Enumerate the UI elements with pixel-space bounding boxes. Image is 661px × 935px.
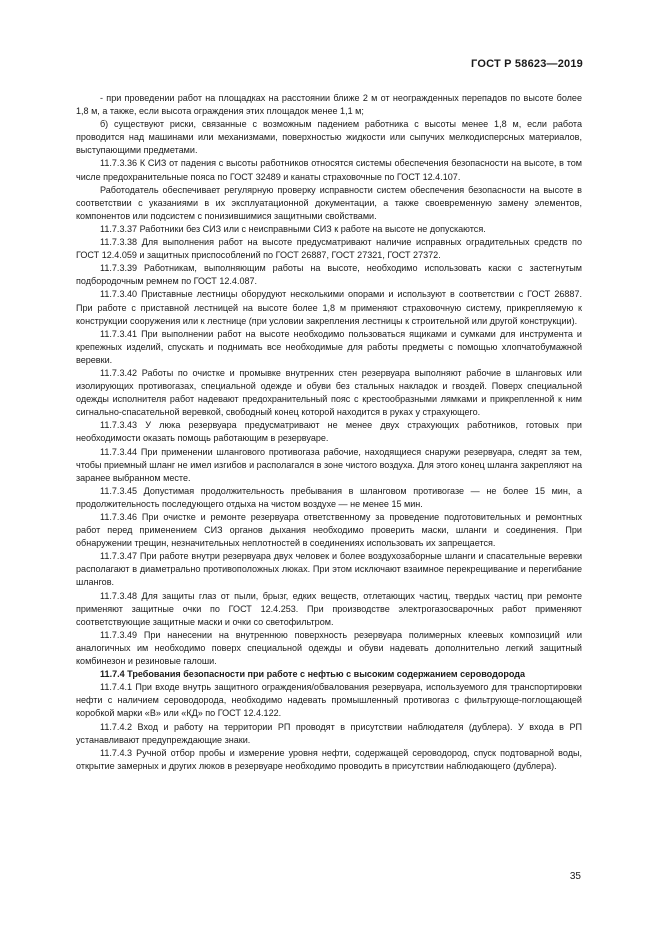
- document-body: [76, 92, 582, 773]
- paragraph: 11.7.3.36 К СИЗ от падения с высоты работников относятся системы обеспечения безопасности на высоте, в том числе предохранительные пояса по ГОСТ 32489 и канаты страховочные по ГОСТ 12.4.107.: [76, 158, 582, 182]
- paragraph: 11.7.3.41 При выполнении работ на высоте необходимо пользоваться ящиками и сумками для инструмента и крепежных изделий, спускать и поднимать все необходимые для работы предметы с помощью хлопчатобумажной веревки.: [76, 328, 582, 365]
- paragraph: 11.7.4.2 Вход и работу на территории РП проводят в присутствии наблюдателя (дублера). У входа в РП устанавливают предупреждающие знаки.: [76, 721, 582, 745]
- paragraph: 11.7.3.45 Допустимая продолжительность пребывания в шланговом противогазе — не более 15 мин, а продолжительность последующего отдыха на чистом воздухе — не менее 15 мин.: [76, 485, 582, 509]
- paragraph: 11.7.3.37 Работники без СИЗ или с неисправными СИЗ к работе на высоте не допускаются.: [100, 223, 486, 234]
- section-heading: 11.7.4 Требования безопасности при работе с нефтью с высоким содержанием сероводорода: [100, 669, 526, 680]
- paragraph: 11.7.3.44 При применении шлангового противогаза рабочие, находящиеся снаружи резервуара, следят за тем, чтобы приемный шланг не имел изгибов и располагался в зоне чистого воздуха. Для этого конец шланга закрепляют на заранее выбранном месте.: [76, 446, 582, 483]
- paragraph: - при проведении работ на площадках на расстоянии ближе 2 м от неогражденных перепадов по высоте более 1,8 м, а также, если высота ограждения этих площадок менее 1,1 м;: [76, 93, 582, 117]
- paragraph: 11.7.3.46 При очистке и ремонте резервуара ответственному за проведение подготовительных и ремонтных работ перед применением СИЗ органов дыхания необходимо проверить маски, шланги и соединения. При обнаружении трещин, незначительных неплотностей в соединениях использовать их запрещается.: [76, 512, 582, 549]
- paragraph: б) существуют риски, связанные с возможным падением работника с высоты менее 1,8 м, если работа проводится над машинами или механизмами, поверхностью жидкости или сыпучих мелкодисперсных материалов, выступающими предметами.: [76, 119, 582, 156]
- page-number: 35: [569, 871, 581, 882]
- paragraph: 11.7.3.49 При нанесении на внутреннюю поверхность резервуара полимерных клеевых композиций или аналогичных им необходимо поверх специальной одежды и обуви надевать дополнительно легкий защитный комбинезон и резиновые галоши.: [76, 629, 582, 667]
- paragraph: 11.7.4.1 При входе внутрь защитного ограждения/обвалования резервуара, используемого для транспортировки нефти с наличием сероводорода, необходимо надевать промышленный противогаз с фильтрующе-поглощающей коробкой марки «В» или «КД» по ГОСТ 12.4.122.: [76, 682, 582, 719]
- paragraph: 11.7.3.43 У люка резервуара предусматривают не менее двух страхующих работников, готовых при необходимости оказать помощь работающим в резервуаре.: [76, 420, 582, 444]
- paragraph: 11.7.4.3 Ручной отбор пробы и измерение уровня нефти, содержащей сероводород, спуск подтоварной воды, открытие замерных и других люков в резервуаре необходимо проводить в присутствии наблюдающего (дублера).: [76, 747, 582, 771]
- paragraph: Работодатель обеспечивает регулярную проверку исправности систем обеспечения безопасности на высоте в соответствии с указаниями в их эксплуатационной документации, а также своевременную замену элементов, компонентов или подсистем с понизившимися защитными свойствами.: [76, 184, 582, 221]
- paragraph: 11.7.3.39 Работникам, выполняющим работы на высоте, необходимо использовать каски с застегнутым подбородочным ремнем по ГОСТ 12.4.087.: [76, 263, 582, 287]
- paragraph: 11.7.3.38 Для выполнения работ на высоте предусматривают наличие исправных оградительных средств по ГОСТ 12.4.059 и защитных приспособлений по ГОСТ 26887, ГОСТ 27321, ГОСТ 27372.: [76, 237, 582, 261]
- paragraph: 11.7.3.42 Работы по очистке и промывке внутренних стен резервуара выполняют рабочие в шланговых или изолирующих противогазах, специальной одежде и обуви без стальных накладок и гвоздей. Поверх специальной одежды исполнителя работ надевают предохранительный пояс с крестообразными лямками и прикрепленной к ним сигнально-спасательной веревкой, свободный конец которой находится в руках у страхующего.: [76, 367, 582, 418]
- paragraph: 11.7.3.40 Приставные лестницы оборудуют несколькими опорами и используют в соответствии с ГОСТ 26887. При работе с приставной лестницей на высоте более 1,8 м применяют страховочную систему, прикрепляемую к конструкции сооружения или к лестнице (при условии закрепления лестницы к строительной или другой конструкции).: [76, 289, 582, 326]
- paragraph: 11.7.3.47 При работе внутри резервуара двух человек и более воздухозаборные шланги и спасательные веревки располагают в диаметрально противоположных люках. При этом исключают взаимное перекрещивание и перегибание шлангов.: [76, 551, 582, 588]
- paragraph: 11.7.3.48 Для защиты глаз от пыли, брызг, едких веществ, отлетающих частиц, твердых частиц при ремонте применяют защитные очки по ГОСТ 12.4.253. При производстве электрогазосварочных работ применяют соответствующие защитные маски и очки со светофильтром.: [76, 590, 582, 627]
- document-id-header: ГОСТ Р 58623—2019: [471, 58, 583, 70]
